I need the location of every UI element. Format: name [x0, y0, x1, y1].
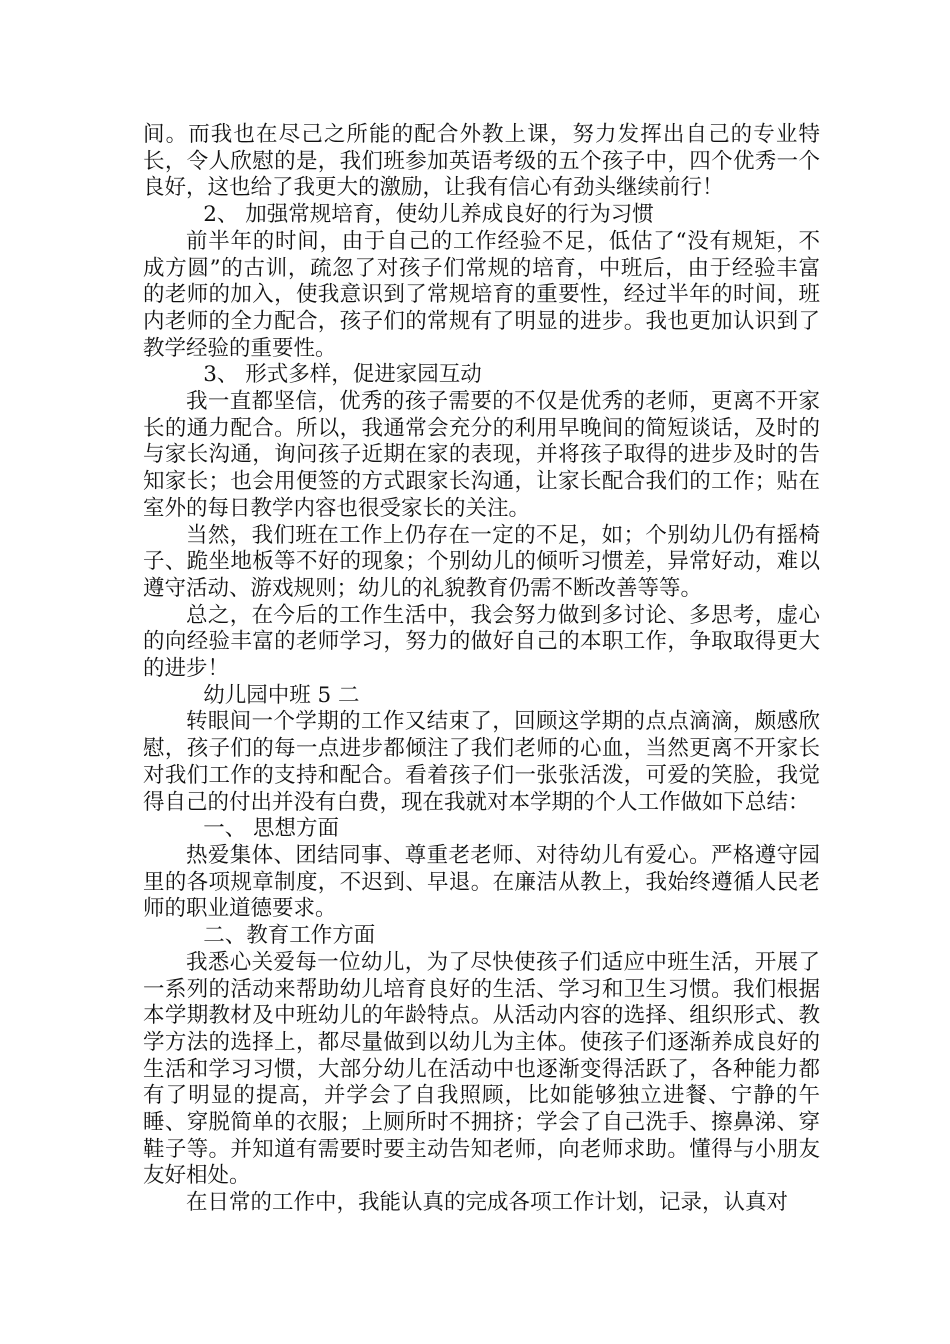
heading-ideology: 一、 思想方面 — [203, 816, 340, 842]
paragraph-education-work: 我悉心关爱每一位幼儿，为了尽快使孩子们适应中班生活，开展了一系列的活动来帮助幼儿培育良好的生活、学习和卫生习惯。我们根据本学期教材及中班幼儿的年龄特点。从活动内容的选择、组织形式、教学方法的选择上，都尽量做到以幼儿为主体。使孩子们逐渐养成良好的生活和学习习惯，大部分幼儿在活动中也逐渐变得活跃了，各种能力都有了明显的提高，并学会了自我照顾，比如能够独立进餐、宁静的午睡、穿脱简单的衣服；上厕所时不拥挤；学会了自己洗手、擦鼻涕、穿鞋子等。并知道有需要时要主动告知老师，向老师求助。懂得与小朋友友好相处。 — [143, 949, 820, 1189]
heading-routine-training: 2、 加强常规培育，使幼儿养成良好的行为习惯 — [203, 202, 654, 228]
paragraph-semester-intro: 转眼间一个学期的工作又结束了，回顾这学期的点点滴滴，颇感欣慰，孩子们的每一点进步都倾注了我们老师的心血，当然更离不开家长对我们工作的支持和配合。看着孩子们一张张活泼，可爱的笑脸，我觉得自己的付出并没有白费，现在我就对本学期的个人工作做如下总结： — [143, 709, 820, 815]
paragraph-daily-work: 在日常的工作中，我能认真的完成各项工作计划，记录，认真对 — [186, 1190, 789, 1216]
paragraph-ideology: 热爱集体、团结同事、尊重老老师、对待幼儿有爱心。严格遵守园里的各项规章制度，不迟到、早退。在廉洁从教上，我始终遵循人民老师的职业道德要求。 — [143, 842, 820, 922]
heading-education-work: 二、教育工作方面 — [203, 923, 376, 949]
paragraph-home-school: 我一直都坚信，优秀的孩子需要的不仅是优秀的老师，更离不开家长的通力配合。所以，我通常会充分的利用早晚间的简短谈话，及时的与家长沟通，询问孩子近期在家的表现，并将孩子取得的进步及时的告知家长；也会用便签的方式跟家长沟通，让家长配合我们的工作；贴在室外的每日教学内容也很受家长的关注。 — [143, 389, 820, 521]
paragraph-routine-training: 前半年的时间，由于自己的工作经验不足，低估了“没有规矩，不成方圆”的古训，疏忽了对孩子们常规的培育，中班后，由于经验丰富的老师的加入，使我意识到了常规培育的重要性，经过半年的时间，班内老师的全力配合，孩子们的常规有了明显的进步。我也更加认识到了教学经验的重要性。 — [143, 228, 820, 361]
paragraph-english-exam: 间。而我也在尽己之所能的配合外教上课，努力发挥出自己的专业特长，令人欣慰的是，我们班参加英语考级的五个孩子中，四个优秀一个良好，这也给了我更大的激励，让我有信心有劲头继续前行！ — [143, 122, 820, 201]
document-page — [143, 122, 820, 1217]
heading-home-school: 3、 形式多样，促进家园互动 — [203, 362, 482, 388]
paragraph-shortcomings: 当然，我们班在工作上仍存在一定的不足，如；个别幼儿仍有摇椅子、跪坐地板等不好的现象；个别幼儿的倾听习惯差，异常好动，难以遵守活动、游戏规则；幼儿的礼貌教育仍需不断改善等等。 — [143, 522, 820, 601]
paragraph-conclusion: 总之，在今后的工作生活中，我会努力做到多讨论、多思考，虚心的向经验丰富的老师学习，努力的做好自己的本职工作，争取取得更大的进步！ — [143, 602, 820, 682]
section-title-part-two: 幼儿园中班 5 二 — [203, 682, 360, 708]
